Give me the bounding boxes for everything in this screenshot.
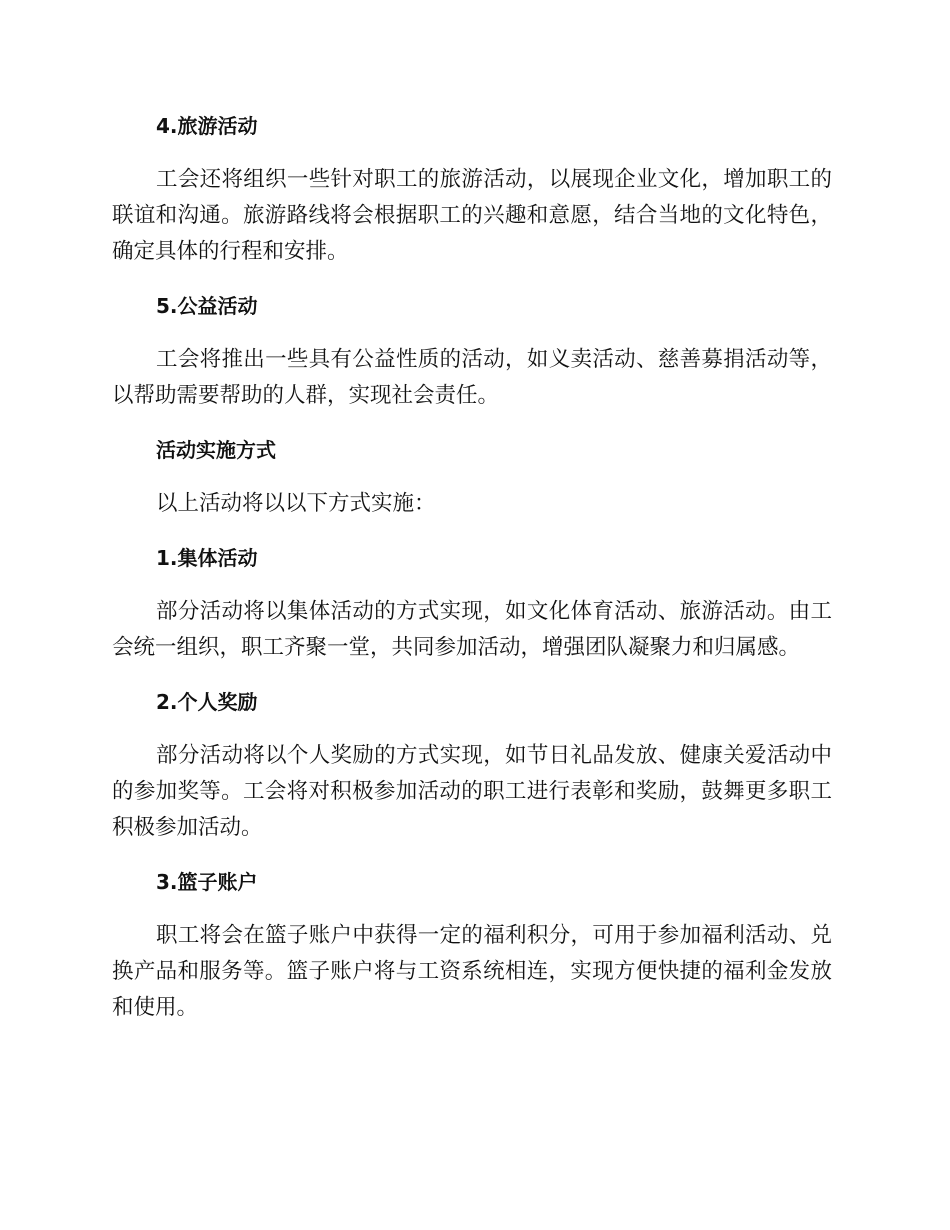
paragraph-line: 会统一组织，职工齐聚一堂，共同参加活动，增强团队凝聚力和归属感。 — [112, 635, 801, 660]
paragraph-line: 工会还将组织一些针对职工的旅游活动，以展现企业文化，增加职工的 — [156, 167, 832, 192]
section-heading-basket-account: 3.篮子账户 — [156, 870, 258, 894]
paragraph-line: 部分活动将以集体活动的方式实现，如文化体育活动、旅游活动。由工 — [156, 599, 832, 624]
section-heading-implementation: 活动实施方式 — [156, 438, 276, 462]
section-heading-travel: 4.旅游活动 — [156, 114, 258, 138]
section-paragraph-charity — [112, 342, 832, 414]
paragraph-line: 工会将推出一些具有公益性质的活动，如义卖活动、慈善募捐活动等， — [156, 347, 832, 372]
section-heading-charity: 5.公益活动 — [156, 294, 258, 318]
paragraph-line: 职工将会在篮子账户中获得一定的福利积分，可用于参加福利活动、兑 — [156, 923, 832, 948]
paragraph-line: 积极参加活动。 — [112, 815, 263, 840]
paragraph-line: 确定具体的行程和安排。 — [112, 239, 349, 264]
section-paragraph-group-activity — [112, 594, 832, 666]
paragraph-line: 以帮助需要帮助的人群，实现社会责任。 — [112, 383, 500, 408]
section-paragraph-travel — [112, 162, 832, 270]
paragraph-line: 换产品和服务等。篮子账户将与工资系统相连，实现方便快捷的福利金发放 — [112, 959, 832, 984]
paragraph-line: 和使用。 — [112, 995, 199, 1020]
section-heading-individual-reward: 2.个人奖励 — [156, 690, 258, 714]
section-paragraph-implementation — [112, 486, 832, 522]
document-page — [112, 108, 832, 1044]
section-paragraph-basket-account — [112, 918, 832, 1026]
section-paragraph-individual-reward — [112, 738, 832, 846]
paragraph-line: 部分活动将以个人奖励的方式实现，如节日礼品发放、健康关爱活动中 — [156, 743, 832, 768]
section-heading-group-activity: 1.集体活动 — [156, 546, 258, 570]
paragraph-line: 的参加奖等。工会将对积极参加活动的职工进行表彰和奖励，鼓舞更多职工 — [112, 779, 832, 804]
paragraph-line: 联谊和沟通。旅游路线将会根据职工的兴趣和意愿，结合当地的文化特色， — [112, 203, 832, 228]
paragraph-line: 以上活动将以以下方式实施： — [156, 491, 436, 516]
